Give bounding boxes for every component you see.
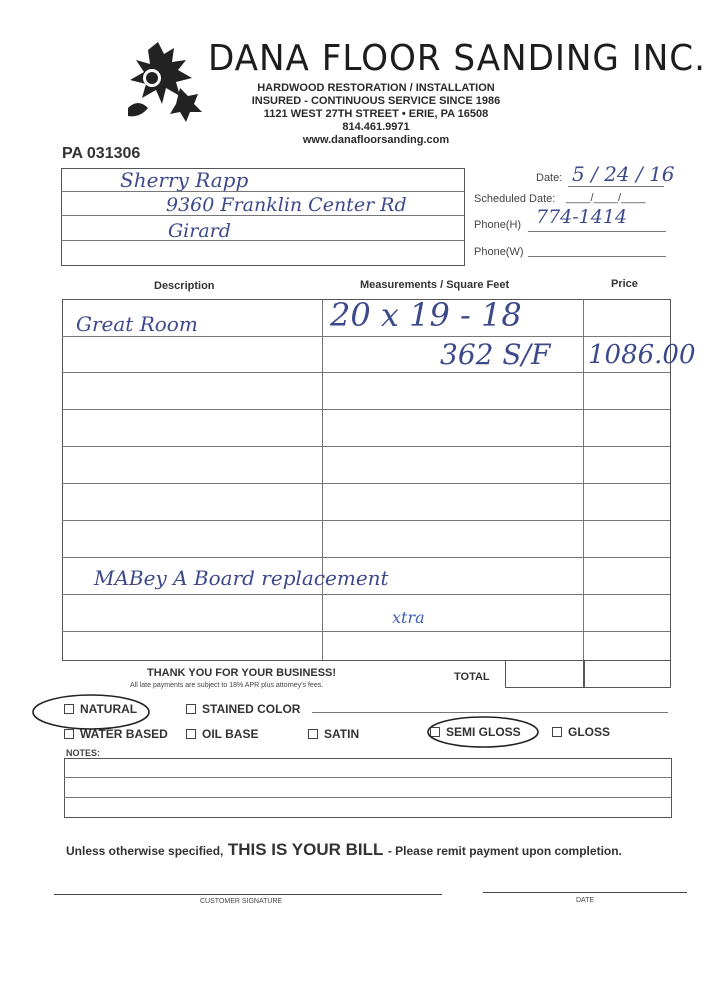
company-name: DANA FLOOR SANDING INC. — [208, 38, 706, 79]
date-value: 5 / 24 / 16 — [572, 162, 675, 186]
option-oil-base[interactable]: OIL BASE — [186, 727, 258, 741]
customer-signature-line[interactable] — [54, 894, 442, 895]
company-website: www.danafloorsanding.com — [302, 134, 450, 146]
total-amount-box — [583, 660, 671, 688]
stained-color-checkbox[interactable] — [186, 704, 196, 714]
table-divider — [583, 299, 584, 660]
column-description: Description — [154, 280, 215, 292]
company-phone: 814.461.9971 — [342, 121, 410, 133]
notes-label: NOTES: — [66, 748, 101, 758]
oil-base-checkbox[interactable] — [186, 729, 196, 739]
table-row-line — [62, 631, 670, 632]
bill-notice-prefix: Unless otherwise specified, — [66, 844, 224, 858]
phone-work-label: Phone(W) — [474, 246, 524, 258]
scheduled-date-label: Scheduled Date: — [474, 193, 556, 205]
table-row-line — [62, 409, 670, 410]
customer-line — [61, 240, 464, 241]
date-signature-label: DATE — [576, 897, 595, 904]
phone-work-line — [528, 256, 666, 257]
column-price: Price — [611, 278, 638, 290]
company-address: 1121 WEST 27TH STREET • ERIE, PA 16508 — [263, 108, 489, 120]
item-extra: xtra — [392, 608, 425, 627]
late-payment-text: All late payments are subject to 18% APR plus attorney's fees. — [130, 682, 324, 689]
satin-checkbox[interactable] — [308, 729, 318, 739]
notes-box[interactable] — [64, 758, 672, 818]
item-dimensions: 20 x 19 - 18 — [330, 296, 522, 334]
bill-notice-suffix: - Please remit payment upon completion. — [387, 844, 622, 858]
company-insured: INSURED - CONTINUOUS SERVICE SINCE 1986 — [251, 95, 501, 107]
table-row-line — [62, 446, 670, 447]
table-row-line — [62, 336, 670, 337]
date-label: Date: — [536, 172, 563, 184]
phone-home-label: Phone(H) — [474, 219, 522, 231]
phone-home-line — [528, 231, 666, 232]
option-satin[interactable]: SATIN — [308, 727, 359, 741]
total-box — [505, 660, 585, 688]
table-divider — [322, 299, 323, 660]
option-gloss[interactable]: GLOSS — [552, 725, 610, 739]
bill-notice-emphasis: THIS IS YOUR BILL — [227, 840, 384, 859]
scheduled-date-blanks: ____/____/____ — [566, 192, 646, 204]
total-label: TOTAL — [454, 671, 490, 683]
item-price: 1086.00 — [588, 340, 696, 370]
semi-gloss-circle-mark — [424, 712, 542, 752]
table-row-line — [62, 372, 670, 373]
customer-signature-label: CUSTOMER SIGNATURE — [200, 898, 283, 905]
notes-line — [64, 797, 671, 798]
notes-line — [64, 777, 671, 778]
table-row-line — [62, 520, 670, 521]
bill-notice — [66, 840, 622, 860]
option-stained-color[interactable]: STAINED COLOR — [186, 702, 300, 716]
items-table — [62, 299, 671, 661]
item-room: Great Room — [76, 312, 198, 336]
table-row-line — [62, 483, 670, 484]
item-square-feet: 362 S/F — [440, 338, 551, 371]
company-tagline: HARDWOOD RESTORATION / INSTALLATION — [257, 82, 495, 94]
option-water-based[interactable]: WATER BASED — [64, 727, 168, 741]
table-row-line — [62, 594, 670, 595]
invoice-number: PA 031306 — [62, 145, 141, 162]
natural-circle-mark — [28, 690, 154, 736]
thank-you-text: THANK YOU FOR YOUR BUSINESS! — [147, 667, 337, 679]
date-line — [568, 186, 664, 187]
maple-leaf-logo-icon — [118, 38, 204, 124]
customer-name: Sherry Rapp — [120, 168, 249, 192]
date-signature-line[interactable] — [483, 892, 687, 893]
column-measurements: Measurements / Square Feet — [360, 279, 510, 291]
phone-home-value: 774-1414 — [536, 206, 628, 228]
option-semi-gloss[interactable]: SEMI GLOSS — [430, 725, 521, 739]
option-natural[interactable]: NATURAL — [64, 702, 137, 716]
customer-city: Girard — [168, 220, 231, 242]
gloss-checkbox[interactable] — [552, 727, 562, 737]
customer-street: 9360 Franklin Center Rd — [166, 194, 407, 216]
item-note: MABey A Board replacement — [94, 566, 389, 590]
table-row-line — [62, 557, 670, 558]
